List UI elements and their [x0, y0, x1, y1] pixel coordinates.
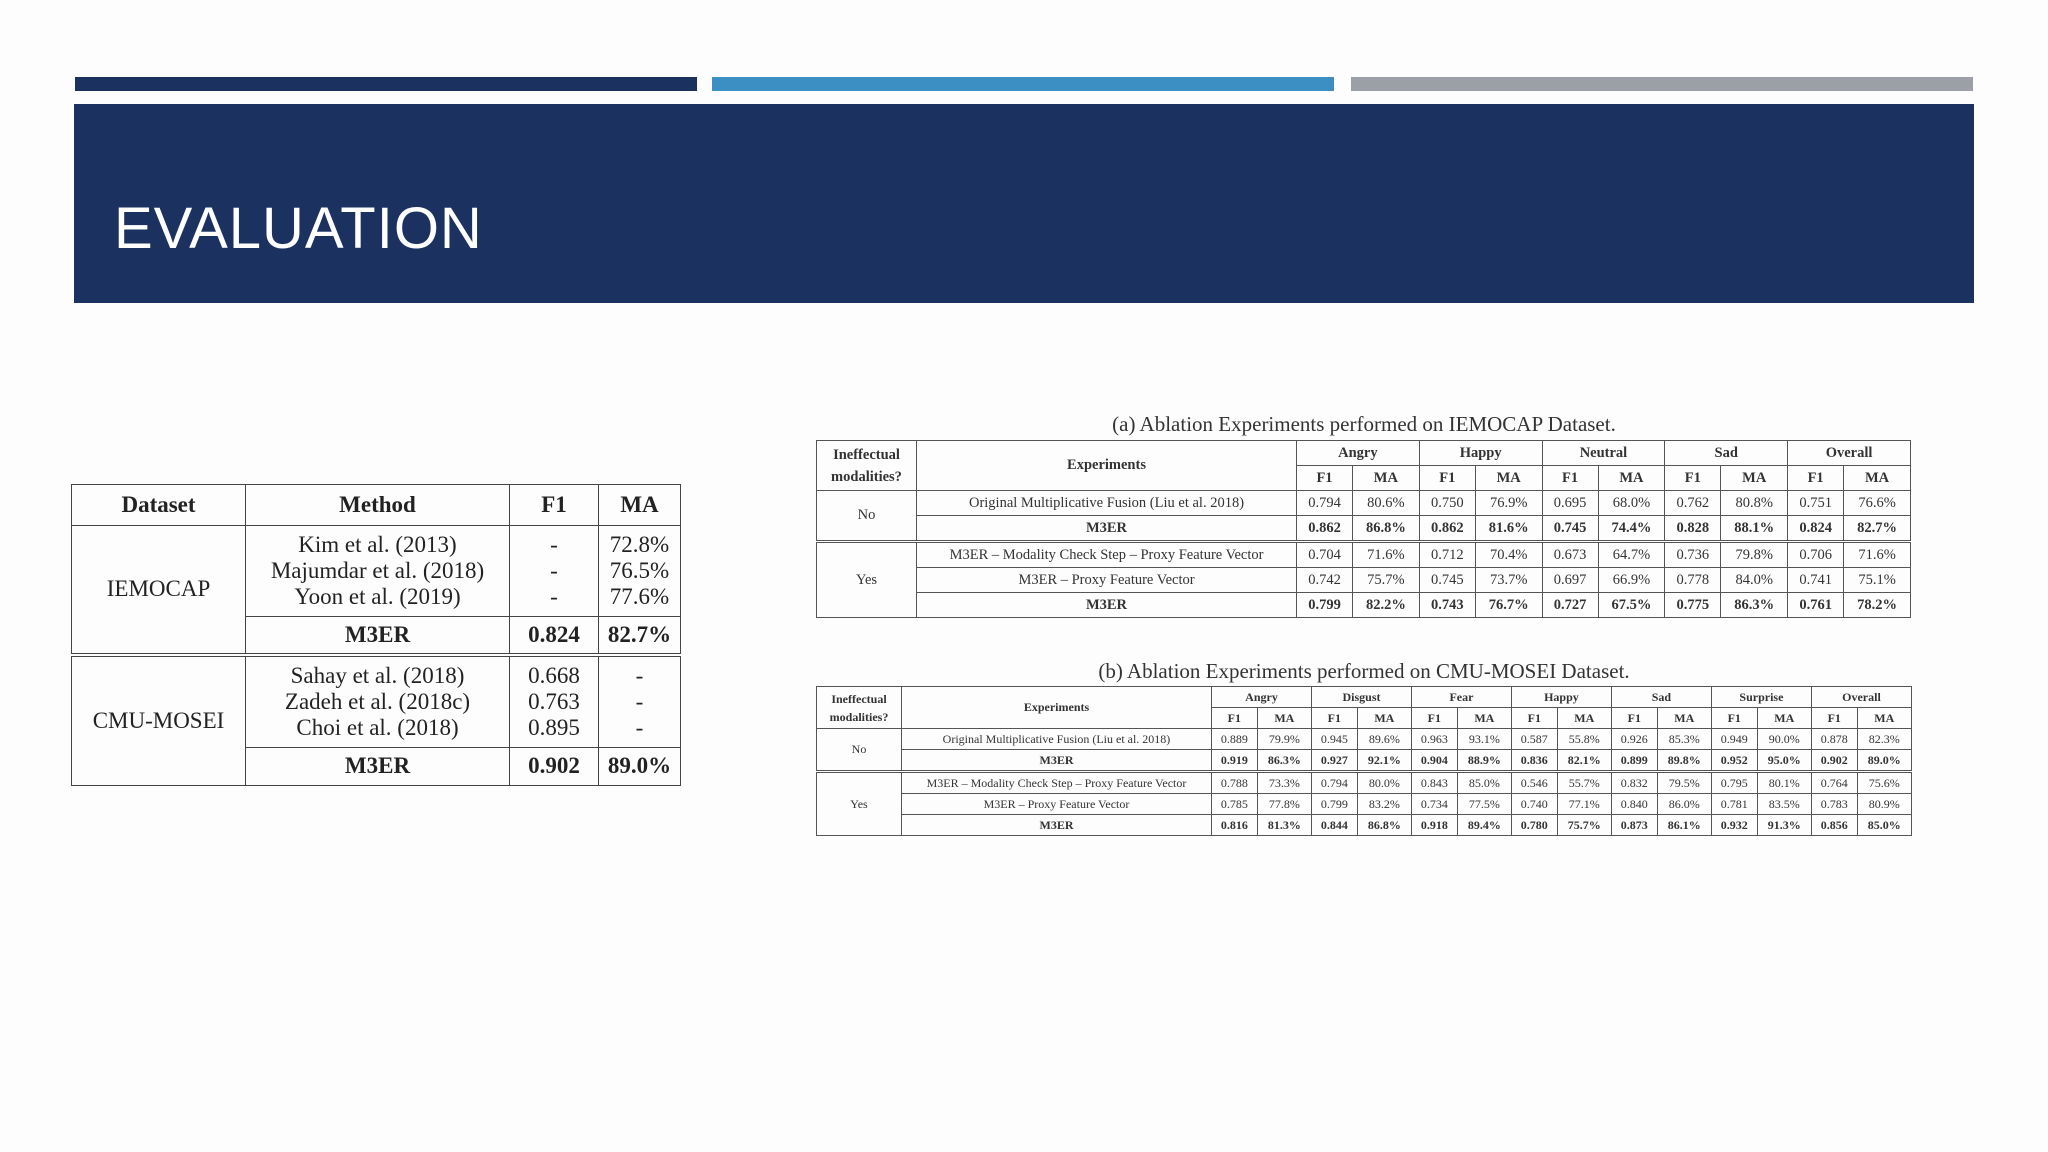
- experiment-name: M3ER: [902, 815, 1212, 836]
- metric-value: 0.783: [1811, 794, 1857, 815]
- metric-value: 80.9%: [1857, 794, 1911, 815]
- experiment-name: M3ER: [902, 750, 1212, 772]
- metric-value: 0.952: [1711, 750, 1757, 772]
- sub-header-ma: MA: [1598, 466, 1665, 491]
- group-header: Happy: [1419, 441, 1542, 466]
- table-row: [817, 729, 1912, 750]
- metric-value: 83.5%: [1757, 794, 1811, 815]
- metric-value: 71.6%: [1844, 542, 1911, 568]
- group-header: Angry: [1212, 687, 1312, 708]
- ours-method: M3ER: [246, 747, 510, 785]
- metric-value: 0.736: [1665, 542, 1721, 568]
- metric-value: 0.862: [1297, 516, 1353, 542]
- metric-value: 0.862: [1419, 516, 1475, 542]
- metric-value: 76.6%: [1844, 491, 1911, 516]
- ma-value: -: [635, 662, 644, 688]
- metric-value: 91.3%: [1757, 815, 1811, 836]
- f1-list: [510, 655, 599, 748]
- method-name: Kim et al. (2013): [298, 532, 457, 557]
- sub-header-ma: MA: [1353, 466, 1420, 491]
- sub-header-ma: MA: [1257, 708, 1311, 729]
- metric-value: 0.949: [1711, 729, 1757, 750]
- experiment-name: M3ER: [917, 516, 1297, 542]
- metric-value: 0.918: [1411, 815, 1457, 836]
- metric-value: 70.4%: [1475, 542, 1542, 568]
- metric-value: 0.727: [1542, 593, 1598, 618]
- ours-ma: 89.0%: [599, 747, 681, 785]
- metric-value: 73.3%: [1257, 772, 1311, 794]
- ablation-a-table: [816, 440, 1911, 618]
- method-name: Sahay et al. (2018): [290, 662, 465, 688]
- metric-value: 75.7%: [1353, 568, 1420, 593]
- metric-value: 86.8%: [1353, 516, 1420, 542]
- metric-value: 86.0%: [1657, 794, 1711, 815]
- f1-value: -: [550, 558, 558, 583]
- metric-value: 0.844: [1311, 815, 1357, 836]
- metric-value: 88.9%: [1457, 750, 1511, 772]
- metric-value: 0.899: [1611, 750, 1657, 772]
- metric-value: 0.927: [1311, 750, 1357, 772]
- group-header: Disgust: [1311, 687, 1411, 708]
- metric-value: 0.794: [1297, 491, 1353, 516]
- table-row: [817, 491, 1911, 516]
- group-header: Happy: [1511, 687, 1611, 708]
- metric-value: 85.0%: [1457, 772, 1511, 794]
- metric-value: 89.4%: [1457, 815, 1511, 836]
- metric-value: 0.836: [1511, 750, 1557, 772]
- dataset-cell: IEMOCAP: [72, 526, 246, 655]
- metric-value: 0.780: [1511, 815, 1557, 836]
- sub-header-f1: F1: [1711, 708, 1757, 729]
- method-name: Choi et al. (2018): [296, 714, 459, 740]
- metric-value: 0.706: [1788, 542, 1844, 568]
- ours-method: M3ER: [246, 617, 510, 655]
- accent-bar-gray: [1351, 77, 1973, 91]
- metric-value: 0.963: [1411, 729, 1457, 750]
- table-row: [817, 794, 1912, 815]
- metric-value: 0.673: [1542, 542, 1598, 568]
- col-header-method: Method: [246, 485, 510, 526]
- ma-value: 77.6%: [609, 584, 670, 609]
- experiment-name: Original Multiplicative Fusion (Liu et al. 2018): [917, 491, 1297, 516]
- metric-value: 55.7%: [1557, 772, 1611, 794]
- table-row: [817, 593, 1911, 618]
- metric-value: 77.5%: [1457, 794, 1511, 815]
- metric-value: 0.742: [1297, 568, 1353, 593]
- metric-value: 0.704: [1297, 542, 1353, 568]
- sub-header-ma: MA: [1757, 708, 1811, 729]
- metric-value: 89.8%: [1657, 750, 1711, 772]
- group-header: Overall: [1811, 687, 1911, 708]
- sub-header-f1: F1: [1665, 466, 1721, 491]
- table-row: [817, 750, 1912, 772]
- metric-value: 76.9%: [1475, 491, 1542, 516]
- metric-value: 85.3%: [1657, 729, 1711, 750]
- f1-value: -: [550, 584, 558, 609]
- ours-f1: 0.902: [510, 747, 599, 785]
- metric-value: 80.1%: [1757, 772, 1811, 794]
- sub-header-f1: F1: [1811, 708, 1857, 729]
- metric-value: 82.7%: [1844, 516, 1911, 542]
- metric-value: 0.764: [1811, 772, 1857, 794]
- group-header: Sad: [1665, 441, 1788, 466]
- metric-value: 0.587: [1511, 729, 1557, 750]
- experiment-name: M3ER – Proxy Feature Vector: [917, 568, 1297, 593]
- metric-value: 67.5%: [1598, 593, 1665, 618]
- ineffectual-cell: Yes: [817, 542, 917, 618]
- method-list: [246, 655, 510, 748]
- metric-value: 77.1%: [1557, 794, 1611, 815]
- metric-value: 82.1%: [1557, 750, 1611, 772]
- sub-header-ma: MA: [1844, 466, 1911, 491]
- metric-value: 0.856: [1811, 815, 1857, 836]
- f1-list: [510, 526, 599, 617]
- metric-value: 90.0%: [1757, 729, 1811, 750]
- metric-value: 75.6%: [1857, 772, 1911, 794]
- metric-value: 86.1%: [1657, 815, 1711, 836]
- experiment-name: Original Multiplicative Fusion (Liu et al. 2018): [902, 729, 1212, 750]
- metric-value: 71.6%: [1353, 542, 1420, 568]
- metric-value: 0.816: [1212, 815, 1258, 836]
- table-row: [817, 815, 1912, 836]
- ma-list: [599, 526, 681, 617]
- metric-value: 0.743: [1419, 593, 1475, 618]
- col-header-experiments: Experiments: [917, 441, 1297, 491]
- metric-value: 93.1%: [1457, 729, 1511, 750]
- method-name: Zadeh et al. (2018c): [284, 688, 471, 714]
- col-header-ineffectual: Ineffectual modalities?: [817, 441, 917, 491]
- sub-header-f1: F1: [1611, 708, 1657, 729]
- ablation-b-table: [816, 686, 1912, 836]
- metric-value: 0.750: [1419, 491, 1475, 516]
- metric-value: 89.0%: [1857, 750, 1911, 772]
- sub-header-f1: F1: [1411, 708, 1457, 729]
- dataset-cell: CMU-MOSEI: [72, 655, 246, 786]
- metric-value: 68.0%: [1598, 491, 1665, 516]
- metric-value: 86.8%: [1357, 815, 1411, 836]
- group-header: Sad: [1611, 687, 1711, 708]
- group-header: Fear: [1411, 687, 1511, 708]
- metric-value: 74.4%: [1598, 516, 1665, 542]
- sub-header-ma: MA: [1457, 708, 1511, 729]
- sub-header-ma: MA: [1557, 708, 1611, 729]
- col-header-experiments: Experiments: [902, 687, 1212, 729]
- metric-value: 0.843: [1411, 772, 1457, 794]
- ablation-a-caption: (a) Ablation Experiments performed on IEMOCAP Dataset.: [1112, 412, 1616, 436]
- method-list: [246, 526, 510, 617]
- metric-value: 0.778: [1665, 568, 1721, 593]
- metric-value: 82.3%: [1857, 729, 1911, 750]
- metric-value: 0.695: [1542, 491, 1598, 516]
- sub-header-ma: MA: [1721, 466, 1788, 491]
- metric-value: 80.6%: [1353, 491, 1420, 516]
- f1-value: 0.763: [528, 688, 580, 714]
- metric-value: 84.0%: [1721, 568, 1788, 593]
- ineffectual-cell: No: [817, 491, 917, 542]
- metric-value: 0.889: [1212, 729, 1258, 750]
- metric-value: 0.740: [1511, 794, 1557, 815]
- metric-value: 0.741: [1788, 568, 1844, 593]
- metric-value: 0.828: [1665, 516, 1721, 542]
- metric-value: 76.7%: [1475, 593, 1542, 618]
- metric-value: 81.3%: [1257, 815, 1311, 836]
- metric-value: 75.1%: [1844, 568, 1911, 593]
- sub-header-f1: F1: [1542, 466, 1598, 491]
- metric-value: 78.2%: [1844, 593, 1911, 618]
- metric-value: 79.8%: [1721, 542, 1788, 568]
- table-row: [817, 772, 1912, 794]
- table-row: [817, 542, 1911, 568]
- metric-value: 0.799: [1297, 593, 1353, 618]
- group-header: Surprise: [1711, 687, 1811, 708]
- ours-ma: 82.7%: [599, 617, 681, 655]
- metric-value: 0.932: [1711, 815, 1757, 836]
- metric-value: 73.7%: [1475, 568, 1542, 593]
- metric-value: 77.8%: [1257, 794, 1311, 815]
- metric-value: 79.5%: [1657, 772, 1711, 794]
- metric-value: 0.902: [1811, 750, 1857, 772]
- metric-value: 82.2%: [1353, 593, 1420, 618]
- col-header-f1: F1: [510, 485, 599, 526]
- table-row: [817, 568, 1911, 593]
- sub-header-ma: MA: [1857, 708, 1911, 729]
- metric-value: 89.6%: [1357, 729, 1411, 750]
- metric-value: 92.1%: [1357, 750, 1411, 772]
- f1-value: -: [550, 532, 558, 557]
- experiment-name: M3ER – Proxy Feature Vector: [902, 794, 1212, 815]
- metric-value: 0.919: [1212, 750, 1258, 772]
- metric-value: 0.840: [1611, 794, 1657, 815]
- f1-value: 0.895: [528, 714, 580, 740]
- ma-value: -: [635, 688, 644, 714]
- comparison-table: [71, 484, 681, 786]
- metric-value: 0.873: [1611, 815, 1657, 836]
- metric-value: 55.8%: [1557, 729, 1611, 750]
- table-row: [817, 516, 1911, 542]
- slide-title: EVALUATION: [114, 196, 483, 261]
- metric-value: 0.546: [1511, 772, 1557, 794]
- col-header-ineffectual: Ineffectual modalities?: [817, 687, 902, 729]
- ma-value: 76.5%: [609, 558, 670, 583]
- metric-value: 0.745: [1542, 516, 1598, 542]
- group-header: Neutral: [1542, 441, 1665, 466]
- metric-value: 83.2%: [1357, 794, 1411, 815]
- group-header: Overall: [1788, 441, 1911, 466]
- metric-value: 0.775: [1665, 593, 1721, 618]
- experiment-name: M3ER – Modality Check Step – Proxy Feature Vector: [902, 772, 1212, 794]
- ma-list: [599, 655, 681, 748]
- group-header: Angry: [1297, 441, 1420, 466]
- metric-value: 80.0%: [1357, 772, 1411, 794]
- metric-value: 86.3%: [1721, 593, 1788, 618]
- sub-header-f1: F1: [1297, 466, 1353, 491]
- metric-value: 0.734: [1411, 794, 1457, 815]
- accent-bar-navy: [75, 77, 697, 91]
- sub-header-f1: F1: [1311, 708, 1357, 729]
- metric-value: 80.8%: [1721, 491, 1788, 516]
- method-name: Majumdar et al. (2018): [270, 558, 485, 583]
- metric-value: 0.781: [1711, 794, 1757, 815]
- accent-bar-blue: [712, 77, 1334, 91]
- metric-value: 95.0%: [1757, 750, 1811, 772]
- col-header-dataset: Dataset: [72, 485, 246, 526]
- metric-value: 81.6%: [1475, 516, 1542, 542]
- experiment-name: M3ER: [917, 593, 1297, 618]
- metric-value: 0.745: [1419, 568, 1475, 593]
- sub-header-ma: MA: [1475, 466, 1542, 491]
- metric-value: 0.697: [1542, 568, 1598, 593]
- metric-value: 0.926: [1611, 729, 1657, 750]
- sub-header-f1: F1: [1212, 708, 1258, 729]
- ma-value: -: [635, 714, 644, 740]
- sub-header-f1: F1: [1511, 708, 1557, 729]
- metric-value: 86.3%: [1257, 750, 1311, 772]
- ours-f1: 0.824: [510, 617, 599, 655]
- metric-value: 0.762: [1665, 491, 1721, 516]
- metric-value: 0.799: [1311, 794, 1357, 815]
- metric-value: 75.7%: [1557, 815, 1611, 836]
- metric-value: 0.832: [1611, 772, 1657, 794]
- method-name: Yoon et al. (2019): [294, 584, 461, 609]
- metric-value: 0.751: [1788, 491, 1844, 516]
- metric-value: 0.824: [1788, 516, 1844, 542]
- ablation-b-caption: (b) Ablation Experiments performed on CMU-MOSEI Dataset.: [1098, 659, 1630, 683]
- metric-value: 0.761: [1788, 593, 1844, 618]
- metric-value: 66.9%: [1598, 568, 1665, 593]
- metric-value: 0.945: [1311, 729, 1357, 750]
- sub-header-f1: F1: [1419, 466, 1475, 491]
- metric-value: 0.785: [1212, 794, 1258, 815]
- metric-value: 0.794: [1311, 772, 1357, 794]
- ineffectual-cell: Yes: [817, 772, 902, 836]
- experiment-name: M3ER – Modality Check Step – Proxy Feature Vector: [917, 542, 1297, 568]
- f1-value: 0.668: [528, 662, 580, 688]
- sub-header-f1: F1: [1788, 466, 1844, 491]
- ineffectual-cell: No: [817, 729, 902, 772]
- sub-header-ma: MA: [1657, 708, 1711, 729]
- metric-value: 79.9%: [1257, 729, 1311, 750]
- ma-value: 72.8%: [609, 532, 670, 557]
- metric-value: 0.878: [1811, 729, 1857, 750]
- metric-value: 0.904: [1411, 750, 1457, 772]
- sub-header-ma: MA: [1357, 708, 1411, 729]
- metric-value: 85.0%: [1857, 815, 1911, 836]
- col-header-ma: MA: [599, 485, 681, 526]
- metric-value: 0.795: [1711, 772, 1757, 794]
- metric-value: 0.788: [1212, 772, 1258, 794]
- metric-value: 0.712: [1419, 542, 1475, 568]
- metric-value: 64.7%: [1598, 542, 1665, 568]
- metric-value: 88.1%: [1721, 516, 1788, 542]
